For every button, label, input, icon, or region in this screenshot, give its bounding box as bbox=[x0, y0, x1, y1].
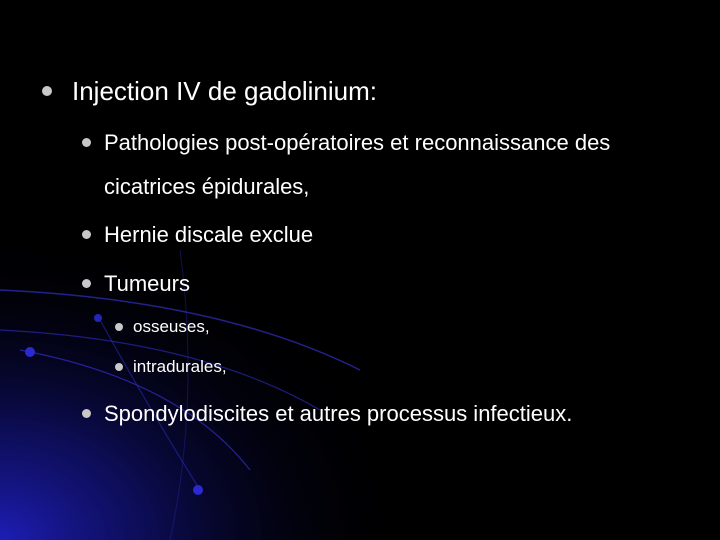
bullet-item-pathologies: Pathologies post-opératoires et reconnaissance des bbox=[104, 130, 611, 155]
subitem-osseuses: osseuses, bbox=[133, 317, 210, 336]
bullet-item-tumeurs: Tumeurs bbox=[104, 271, 190, 296]
bullet-icon bbox=[82, 279, 91, 288]
bullet-item-pathologies-continued: cicatrices épidurales, bbox=[104, 174, 310, 199]
bullet-icon bbox=[42, 86, 52, 96]
bullet-icon bbox=[82, 409, 91, 418]
subitem-intradurales: intradurales, bbox=[133, 357, 227, 376]
bullet-icon bbox=[115, 323, 123, 331]
bullet-item-hernie: Hernie discale exclue bbox=[104, 222, 314, 247]
bullet-icon bbox=[82, 230, 91, 239]
decor-dot bbox=[25, 347, 35, 357]
bullet-item-spondylodiscites: Spondylodiscites et autres processus infectieux. bbox=[104, 401, 573, 426]
bullet-icon bbox=[82, 138, 91, 147]
slide-heading: Injection IV de gadolinium: bbox=[72, 76, 377, 106]
bullet-icon bbox=[115, 363, 123, 371]
decor-dot bbox=[193, 485, 203, 495]
decor-dot bbox=[94, 314, 102, 322]
